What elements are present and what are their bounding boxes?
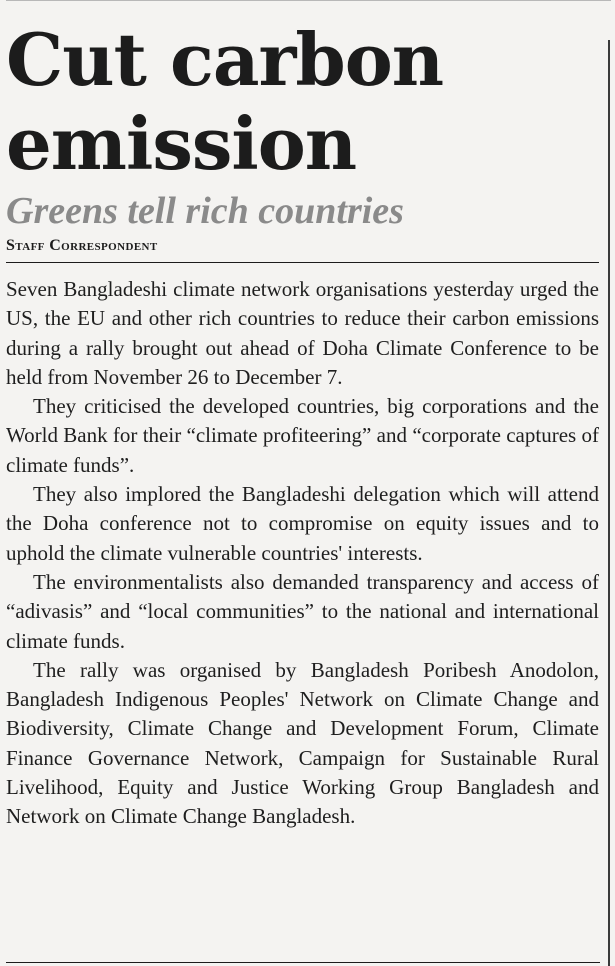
paragraph-4: The environmentalists also demanded transparency and access of “adivasis” and “local communities” to the national and international climate funds. <box>6 569 599 653</box>
headline: Cut carbon emission <box>6 17 444 186</box>
bottom-rule <box>6 962 600 963</box>
column-rule <box>608 40 610 966</box>
paragraph-5: The rally was organised by Bangladesh Poribesh Anodolon, Bangladesh Indigenous Peoples' Network on Climate Change and Biodiversity, Climate Change and Development Forum, Climate Finance Governance Network, Campaign for Sustainable Rural Livelihood, Equity and Justice Working Group Bangladesh and Network on Climate Change Bangladesh. <box>6 657 599 829</box>
paragraph-3: They also implored the Bangladeshi delegation which will attend the Doha conference not to compromise on equity issues and to uphold the climate vulnerable countries' interests. <box>6 482 599 565</box>
news-article <box>6 0 599 832</box>
article-body <box>6 275 599 832</box>
subheadline: Greens tell rich countries <box>6 190 404 232</box>
paragraph-1: Seven Bangladeshi climate network organisations yesterday urged the US, the EU and other rich countries to reduce their carbon emissions during a rally brought out ahead of Doha Climate Conference to be held from November 26 to December 7. <box>6 277 599 389</box>
paragraph-2: They criticised the developed countries, big corporations and the World Bank for their “climate profiteering” and “corporate captures of climate funds”. <box>6 394 599 477</box>
byline: Staff Correspondent <box>6 236 599 263</box>
